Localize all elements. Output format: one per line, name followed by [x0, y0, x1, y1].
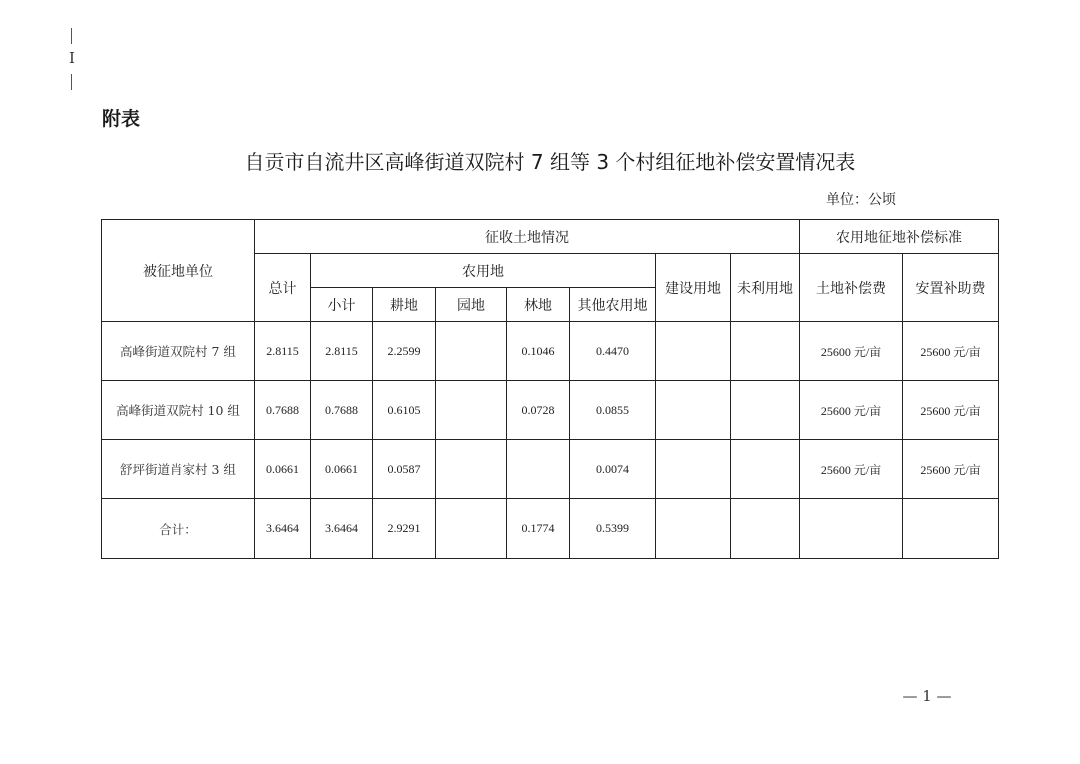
row-unit-name: 舒坪街道肖家村 3 组: [102, 440, 255, 499]
cell-forest: [507, 440, 570, 499]
cell-other-agri: 0.0074: [570, 440, 656, 499]
compensation-table: [101, 219, 999, 559]
cell-unused: [731, 499, 800, 559]
header-construction: 建设用地: [656, 254, 731, 322]
cell-garden: [436, 499, 507, 559]
header-unused: 未利用地: [731, 254, 800, 322]
header-land-status: 征收土地情况: [255, 220, 800, 254]
cell-total: 3.6464: [255, 499, 311, 559]
document-title: 自贡市自流井区高峰街道双院村 7 组等 3 个村组征地补偿安置情况表: [244, 150, 856, 174]
cell-arable: 0.6105: [373, 381, 436, 440]
header-resettlement: 安置补助费: [903, 254, 999, 322]
cell-land-compensation: 25600 元/亩: [800, 440, 903, 499]
cell-land-compensation: [800, 499, 903, 559]
cell-subtotal: 0.0661: [311, 440, 373, 499]
cell-construction: [656, 381, 731, 440]
cell-arable: 2.9291: [373, 499, 436, 559]
cell-arable: 2.2599: [373, 322, 436, 381]
header-unit: 被征地单位: [102, 220, 255, 322]
cell-subtotal: 2.8115: [311, 322, 373, 381]
margin-line-top: [71, 28, 72, 44]
table-total-row: [102, 499, 999, 559]
row-total-label: 合计：: [102, 499, 255, 559]
header-land-compensation: 土地补偿费: [800, 254, 903, 322]
header-other-agri: 其他农用地: [570, 288, 656, 322]
header-agri-land: 农用地: [311, 254, 656, 288]
binding-margin-mark: [64, 28, 80, 92]
header-standard: 农用地征地补偿标准: [800, 220, 999, 254]
cell-resettlement: 25600 元/亩: [903, 381, 999, 440]
cell-other-agri: 0.5399: [570, 499, 656, 559]
header-forest: 林地: [507, 288, 570, 322]
cell-other-agri: 0.4470: [570, 322, 656, 381]
header-total: 总计: [255, 254, 311, 322]
table-row: [102, 440, 999, 499]
cell-construction: [656, 440, 731, 499]
cell-forest: 0.0728: [507, 381, 570, 440]
margin-line-bottom: [71, 74, 72, 90]
cell-unused: [731, 440, 800, 499]
cell-resettlement: 25600 元/亩: [903, 322, 999, 381]
row-unit-name: 高峰街道双院村 10 组: [102, 381, 255, 440]
cell-land-compensation: 25600 元/亩: [800, 381, 903, 440]
cell-total: 0.0661: [255, 440, 311, 499]
cell-construction: [656, 499, 731, 559]
cell-garden: [436, 440, 507, 499]
header-garden: 园地: [436, 288, 507, 322]
cell-total: 2.8115: [255, 322, 311, 381]
cell-subtotal: 0.7688: [311, 381, 373, 440]
cell-subtotal: 3.6464: [311, 499, 373, 559]
cell-forest: 0.1046: [507, 322, 570, 381]
cell-construction: [656, 322, 731, 381]
header-subtotal: 小计: [311, 288, 373, 322]
margin-glyph: I: [69, 49, 75, 67]
attachment-label: 附表: [102, 108, 141, 130]
cell-garden: [436, 322, 507, 381]
cell-unused: [731, 322, 800, 381]
table-row: [102, 381, 999, 440]
cell-resettlement: 25600 元/亩: [903, 440, 999, 499]
table-row: [102, 322, 999, 381]
header-arable: 耕地: [373, 288, 436, 322]
unit-label: 单位：公顷: [826, 192, 896, 208]
cell-other-agri: 0.0855: [570, 381, 656, 440]
page-number: — 1 —: [902, 687, 952, 705]
cell-arable: 0.0587: [373, 440, 436, 499]
cell-resettlement: [903, 499, 999, 559]
cell-land-compensation: 25600 元/亩: [800, 322, 903, 381]
cell-unused: [731, 381, 800, 440]
row-unit-name: 高峰街道双院村 7 组: [102, 322, 255, 381]
cell-garden: [436, 381, 507, 440]
cell-forest: 0.1774: [507, 499, 570, 559]
cell-total: 0.7688: [255, 381, 311, 440]
